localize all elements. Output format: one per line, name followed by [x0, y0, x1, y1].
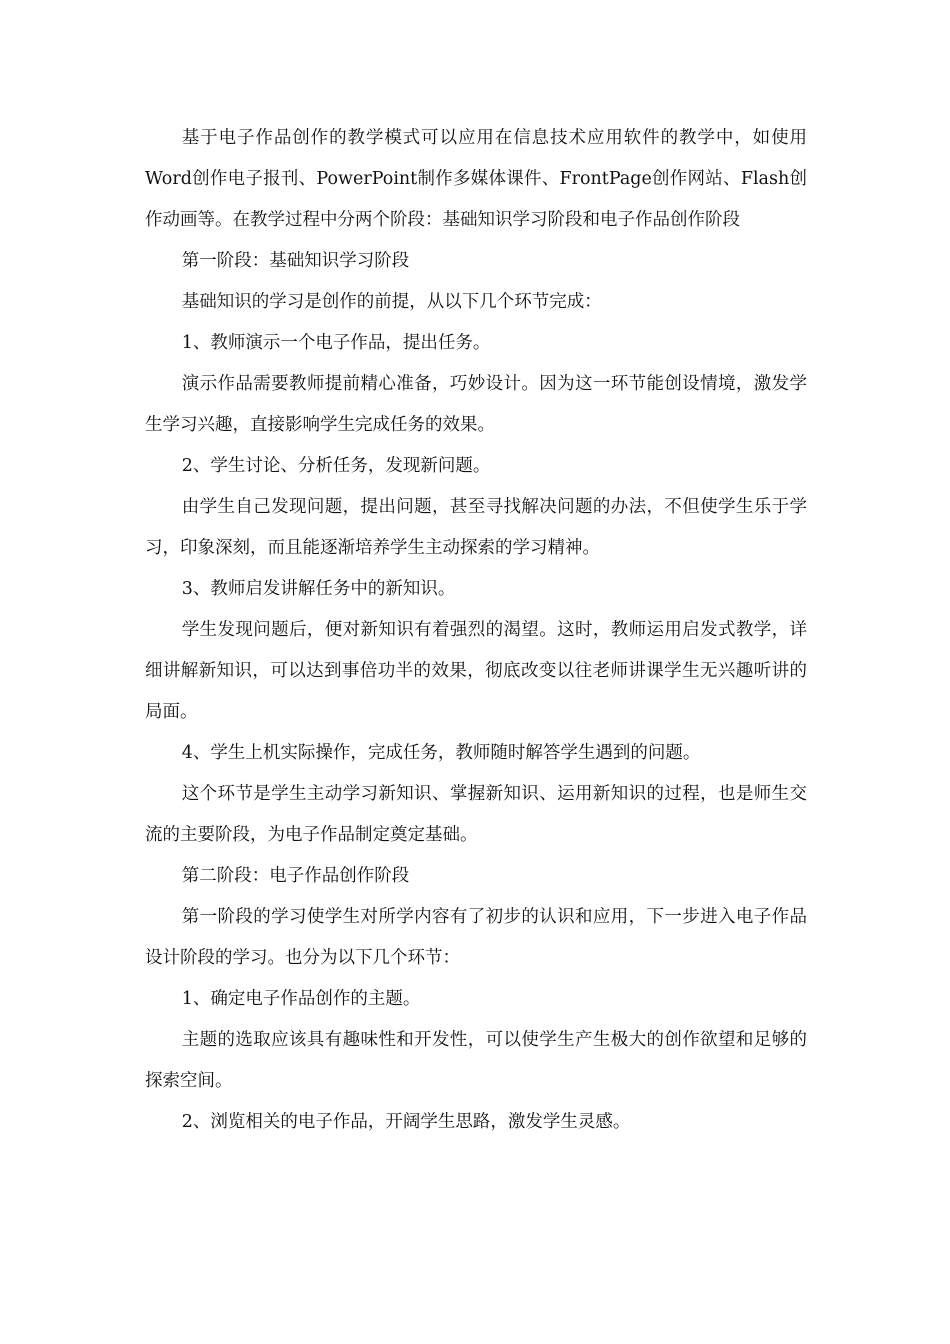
list-item-step-2: 2、学生讨论、分析任务，发现新问题。	[181, 456, 491, 476]
paragraph-step-2-detail: 由学生自己发现问题，提出问题，甚至寻找解决问题的办法，不但使学生乐于学习，印象深刻，而且能逐渐培养学生主动探索的学习精神。	[145, 497, 807, 558]
paragraph-stage-two-intro: 第一阶段的学习使学生对所学内容有了初步的认识和应用，下一步进入电子作品设计阶段的学习。也分为以下几个环节：	[145, 907, 807, 968]
section-heading-stage-two: 第二阶段：电子作品创作阶段	[181, 866, 410, 886]
paragraph-step-4-detail: 这个环节是学生主动学习新知识、掌握新知识、运用新知识的过程，也是师生交流的主要阶段，为电子作品制定奠定基础。	[145, 784, 807, 845]
paragraph-stage-two-step-1-detail: 主题的选取应该具有趣味性和开发性，可以使学生产生极大的创作欲望和足够的探索空间。	[145, 1030, 807, 1091]
document-body	[145, 118, 807, 1143]
paragraph-stage-one-intro: 基础知识的学习是创作的前提，从以下几个环节完成：	[181, 292, 602, 312]
list-item-step-1: 1、教师演示一个电子作品，提出任务。	[181, 333, 491, 353]
paragraph-intro: 基于电子作品创作的教学模式可以应用在信息技术应用软件的教学中，如使用Word创作电子报刊、PowerPoint制作多媒体课件、FrontPage创作网站、Flash创作动画等。在教学过程中分两个阶段：基础知识学习阶段和电子作品创作阶段	[145, 128, 807, 230]
list-item-step-4: 4、学生上机实际操作，完成任务，教师随时解答学生遇到的问题。	[181, 743, 701, 763]
list-item-stage-two-step-1: 1、确定电子作品创作的主题。	[181, 989, 421, 1009]
list-item-stage-two-step-2: 2、浏览相关的电子作品，开阔学生思路，激发学生灵感。	[181, 1112, 631, 1132]
paragraph-step-3-detail: 学生发现问题后，便对新知识有着强烈的渴望。这时，教师运用启发式教学，详细讲解新知识，可以达到事倍功半的效果，彻底改变以往老师讲课学生无兴趣听讲的局面。	[145, 620, 807, 722]
section-heading-stage-one: 第一阶段：基础知识学习阶段	[181, 251, 410, 271]
list-item-step-3: 3、教师启发讲解任务中的新知识。	[181, 579, 456, 599]
paragraph-step-1-detail: 演示作品需要教师提前精心准备，巧妙设计。因为这一环节能创设情境，激发学生学习兴趣，直接影响学生完成任务的效果。	[145, 374, 807, 435]
